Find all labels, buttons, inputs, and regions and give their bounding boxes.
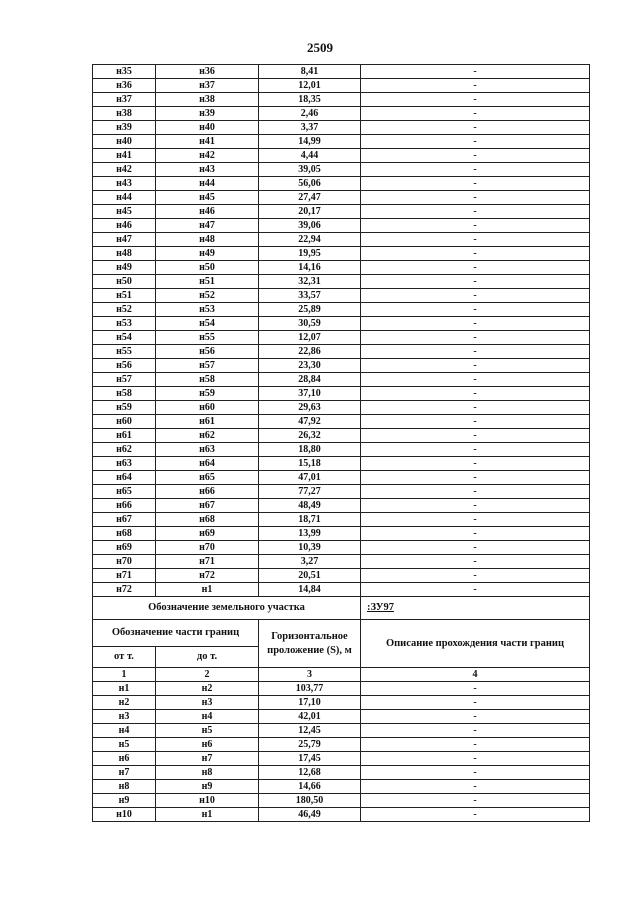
description: - [361, 485, 590, 499]
table-row [93, 373, 590, 387]
distance: 3,37 [259, 121, 361, 135]
description: - [361, 429, 590, 443]
table-row [93, 303, 590, 317]
distance: 18,71 [259, 513, 361, 527]
from-point: н61 [93, 429, 156, 443]
distance: 26,32 [259, 429, 361, 443]
table-row [93, 527, 590, 541]
description: - [361, 247, 590, 261]
to-point: н44 [156, 177, 259, 191]
table-row [93, 710, 590, 724]
from-point: н48 [93, 247, 156, 261]
from-point: н45 [93, 205, 156, 219]
from-point: н10 [93, 808, 156, 822]
table-row [93, 583, 590, 597]
description: - [361, 93, 590, 107]
column-number: 2 [156, 668, 259, 682]
distance: 47,92 [259, 415, 361, 429]
distance: 22,94 [259, 233, 361, 247]
table-row [93, 191, 590, 205]
from-point: н1 [93, 682, 156, 696]
table-row [93, 752, 590, 766]
from-point: н52 [93, 303, 156, 317]
description: - [361, 527, 590, 541]
from-point: н54 [93, 331, 156, 345]
to-point: н53 [156, 303, 259, 317]
distance: 29,63 [259, 401, 361, 415]
to-point: н70 [156, 541, 259, 555]
table-row [93, 177, 590, 191]
from-point: н53 [93, 317, 156, 331]
parcel-row [93, 597, 590, 620]
to-header: до т. [156, 647, 259, 668]
description: - [361, 373, 590, 387]
table-row [93, 79, 590, 93]
to-point: н56 [156, 345, 259, 359]
to-point: н55 [156, 331, 259, 345]
distance: 14,16 [259, 261, 361, 275]
from-point: н70 [93, 555, 156, 569]
to-point: н48 [156, 233, 259, 247]
to-point: н72 [156, 569, 259, 583]
from-point: н35 [93, 65, 156, 79]
distance: 32,31 [259, 275, 361, 289]
description: - [361, 710, 590, 724]
table-row [93, 331, 590, 345]
description: - [361, 513, 590, 527]
distance: 17,10 [259, 696, 361, 710]
to-point: н64 [156, 457, 259, 471]
lower-rows [93, 682, 590, 822]
upper-rows [93, 65, 590, 597]
table-row [93, 93, 590, 107]
table-row [93, 794, 590, 808]
description: - [361, 317, 590, 331]
description: - [361, 499, 590, 513]
distance: 18,80 [259, 443, 361, 457]
from-point: н2 [93, 696, 156, 710]
description: - [361, 107, 590, 121]
from-point: н56 [93, 359, 156, 373]
table-row [93, 261, 590, 275]
to-point: н38 [156, 93, 259, 107]
from-point: н65 [93, 485, 156, 499]
distance: 12,01 [259, 79, 361, 93]
table-row [93, 387, 590, 401]
distance: 14,99 [259, 135, 361, 149]
distance: 15,18 [259, 457, 361, 471]
description: - [361, 275, 590, 289]
to-point: н60 [156, 401, 259, 415]
to-point: н59 [156, 387, 259, 401]
from-point: н49 [93, 261, 156, 275]
distance: 48,49 [259, 499, 361, 513]
description: - [361, 443, 590, 457]
description: - [361, 752, 590, 766]
distance: 12,45 [259, 724, 361, 738]
table-row [93, 275, 590, 289]
distance: 42,01 [259, 710, 361, 724]
distance: 17,45 [259, 752, 361, 766]
from-point: н43 [93, 177, 156, 191]
table-row [93, 401, 590, 415]
from-point: н36 [93, 79, 156, 93]
distance: 25,89 [259, 303, 361, 317]
description: - [361, 177, 590, 191]
distance: 77,27 [259, 485, 361, 499]
description: - [361, 121, 590, 135]
from-point: н9 [93, 794, 156, 808]
from-point: н3 [93, 710, 156, 724]
to-point: н57 [156, 359, 259, 373]
to-point: н50 [156, 261, 259, 275]
from-point: н44 [93, 191, 156, 205]
from-point: н68 [93, 527, 156, 541]
description: - [361, 682, 590, 696]
table-row [93, 682, 590, 696]
from-point: н64 [93, 471, 156, 485]
column-number: 4 [361, 668, 590, 682]
distance: 4,44 [259, 149, 361, 163]
to-point: н63 [156, 443, 259, 457]
description: - [361, 794, 590, 808]
from-point: н37 [93, 93, 156, 107]
from-point: н72 [93, 583, 156, 597]
description: - [361, 724, 590, 738]
distance: 27,47 [259, 191, 361, 205]
distance: 39,06 [259, 219, 361, 233]
to-point: н47 [156, 219, 259, 233]
to-point: н1 [156, 808, 259, 822]
table-row [93, 485, 590, 499]
from-point: н4 [93, 724, 156, 738]
page-number: 2509 [307, 40, 333, 55]
from-point: н66 [93, 499, 156, 513]
description: - [361, 569, 590, 583]
from-point: н38 [93, 107, 156, 121]
to-point: н1 [156, 583, 259, 597]
from-point: н6 [93, 752, 156, 766]
horizontal-header: Горизонтальное проложение (S), м [259, 620, 361, 668]
table-row [93, 471, 590, 485]
from-point: н42 [93, 163, 156, 177]
table-row [93, 121, 590, 135]
description: - [361, 780, 590, 794]
to-point: н42 [156, 149, 259, 163]
to-point: н66 [156, 485, 259, 499]
description: - [361, 808, 590, 822]
table-row [93, 345, 590, 359]
to-point: н51 [156, 275, 259, 289]
distance: 14,66 [259, 780, 361, 794]
parcel-code: :ЗУ97 [361, 597, 590, 620]
from-point: н8 [93, 780, 156, 794]
from-point: н59 [93, 401, 156, 415]
from-point: н50 [93, 275, 156, 289]
description: - [361, 696, 590, 710]
description: - [361, 359, 590, 373]
table-row [93, 149, 590, 163]
table-row [93, 738, 590, 752]
table-row [93, 107, 590, 121]
distance: 19,95 [259, 247, 361, 261]
description: - [361, 79, 590, 93]
table-row [93, 233, 590, 247]
distance: 12,07 [259, 331, 361, 345]
from-point: н51 [93, 289, 156, 303]
table-row [93, 808, 590, 822]
description: - [361, 219, 590, 233]
to-point: н62 [156, 429, 259, 443]
to-point: н39 [156, 107, 259, 121]
distance: 103,77 [259, 682, 361, 696]
to-point: н49 [156, 247, 259, 261]
distance: 37,10 [259, 387, 361, 401]
column-number-row [93, 668, 590, 682]
to-point: н3 [156, 696, 259, 710]
table-row [93, 513, 590, 527]
table-row [93, 317, 590, 331]
table-row [93, 499, 590, 513]
distance: 18,35 [259, 93, 361, 107]
table-row [93, 696, 590, 710]
to-point: н4 [156, 710, 259, 724]
description: - [361, 555, 590, 569]
from-point: н47 [93, 233, 156, 247]
distance: 23,30 [259, 359, 361, 373]
from-point: н5 [93, 738, 156, 752]
distance: 22,86 [259, 345, 361, 359]
parcel-section [93, 597, 590, 682]
from-header: от т. [93, 647, 156, 668]
description: - [361, 415, 590, 429]
description: - [361, 766, 590, 780]
to-point: н67 [156, 499, 259, 513]
column-number: 1 [93, 668, 156, 682]
table-row [93, 457, 590, 471]
from-point: н69 [93, 541, 156, 555]
distance: 20,17 [259, 205, 361, 219]
distance: 30,59 [259, 317, 361, 331]
boundary-table [92, 64, 590, 822]
to-point: н10 [156, 794, 259, 808]
description: - [361, 191, 590, 205]
distance: 8,41 [259, 65, 361, 79]
table-row [93, 555, 590, 569]
description: - [361, 65, 590, 79]
table-row [93, 219, 590, 233]
distance: 46,49 [259, 808, 361, 822]
to-point: н6 [156, 738, 259, 752]
to-point: н45 [156, 191, 259, 205]
to-point: н9 [156, 780, 259, 794]
distance: 33,57 [259, 289, 361, 303]
description: - [361, 303, 590, 317]
table-row [93, 766, 590, 780]
table-row [93, 247, 590, 261]
from-point: н40 [93, 135, 156, 149]
table-row [93, 443, 590, 457]
table-row [93, 205, 590, 219]
description: - [361, 205, 590, 219]
from-point: н55 [93, 345, 156, 359]
description: - [361, 738, 590, 752]
distance: 20,51 [259, 569, 361, 583]
description: - [361, 541, 590, 555]
column-number: 3 [259, 668, 361, 682]
distance: 47,01 [259, 471, 361, 485]
from-point: н57 [93, 373, 156, 387]
part-designation-header: Обозначение части границ [93, 620, 259, 647]
distance: 13,99 [259, 527, 361, 541]
to-point: н40 [156, 121, 259, 135]
from-point: н39 [93, 121, 156, 135]
description: - [361, 289, 590, 303]
description: - [361, 163, 590, 177]
description: - [361, 135, 590, 149]
table-row [93, 415, 590, 429]
from-point: н46 [93, 219, 156, 233]
to-point: н36 [156, 65, 259, 79]
to-point: н54 [156, 317, 259, 331]
distance: 10,39 [259, 541, 361, 555]
from-point: н67 [93, 513, 156, 527]
to-point: н69 [156, 527, 259, 541]
header-row [93, 620, 590, 647]
from-point: н41 [93, 149, 156, 163]
description: - [361, 401, 590, 415]
from-point: н63 [93, 457, 156, 471]
distance: 3,27 [259, 555, 361, 569]
to-point: н65 [156, 471, 259, 485]
to-point: н61 [156, 415, 259, 429]
to-point: н2 [156, 682, 259, 696]
table-row [93, 429, 590, 443]
description: - [361, 233, 590, 247]
distance: 56,06 [259, 177, 361, 191]
distance: 2,46 [259, 107, 361, 121]
description: - [361, 471, 590, 485]
distance: 14,84 [259, 583, 361, 597]
distance: 180,50 [259, 794, 361, 808]
from-point: н58 [93, 387, 156, 401]
from-point: н62 [93, 443, 156, 457]
distance: 25,79 [259, 738, 361, 752]
description-header: Описание прохождения части границ [361, 620, 590, 668]
distance: 12,68 [259, 766, 361, 780]
parcel-label: Обозначение земельного участка [93, 597, 361, 620]
from-point: н60 [93, 415, 156, 429]
table-row [93, 569, 590, 583]
to-point: н68 [156, 513, 259, 527]
table-row [93, 135, 590, 149]
table-row [93, 541, 590, 555]
table-row [93, 359, 590, 373]
description: - [361, 149, 590, 163]
description: - [361, 331, 590, 345]
table-row [93, 163, 590, 177]
to-point: н52 [156, 289, 259, 303]
description: - [361, 345, 590, 359]
to-point: н71 [156, 555, 259, 569]
description: - [361, 583, 590, 597]
table-row [93, 289, 590, 303]
distance: 39,05 [259, 163, 361, 177]
from-point: н71 [93, 569, 156, 583]
to-point: н5 [156, 724, 259, 738]
description: - [361, 457, 590, 471]
to-point: н46 [156, 205, 259, 219]
table-row [93, 65, 590, 79]
to-point: н8 [156, 766, 259, 780]
table-row [93, 780, 590, 794]
to-point: н43 [156, 163, 259, 177]
description: - [361, 261, 590, 275]
table-row [93, 724, 590, 738]
to-point: н37 [156, 79, 259, 93]
description: - [361, 387, 590, 401]
distance: 28,84 [259, 373, 361, 387]
to-point: н41 [156, 135, 259, 149]
to-point: н58 [156, 373, 259, 387]
from-point: н7 [93, 766, 156, 780]
to-point: н7 [156, 752, 259, 766]
